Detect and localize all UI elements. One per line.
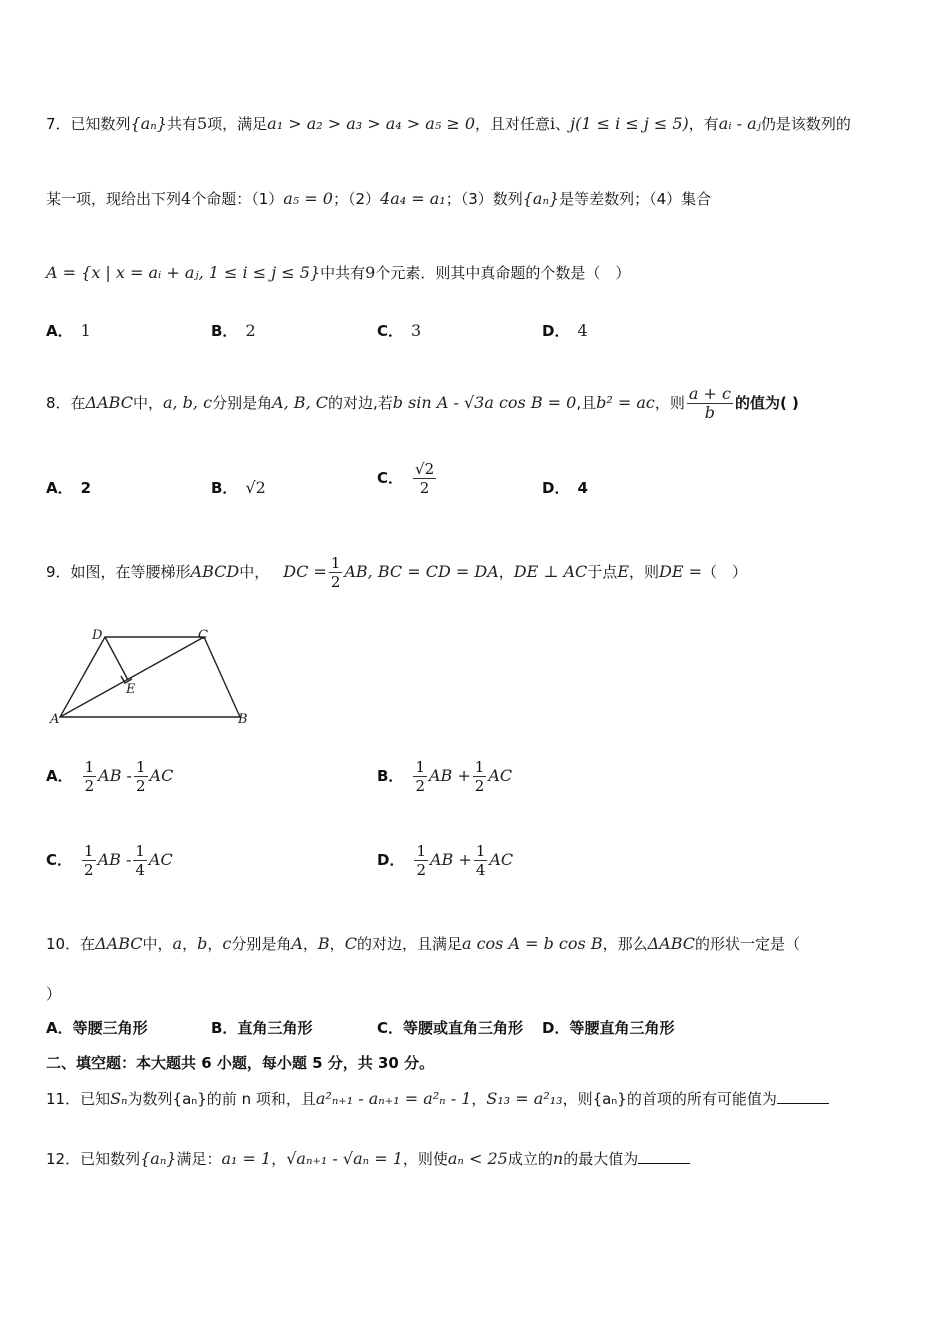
diagonal-ac — [60, 637, 204, 717]
q7-option-d[interactable]: D． 4 — [542, 321, 588, 340]
q10-option-c[interactable]: C．等腰或直角三角形 — [377, 1019, 524, 1037]
q8-option-d[interactable]: D． 4 — [542, 479, 588, 497]
label-e: E — [126, 682, 136, 697]
label-c: C — [198, 628, 208, 643]
label-a: A — [50, 712, 60, 727]
q9-option-c[interactable]: C． $\frac{1}{2}$ AB - $\frac{1}{4}$ AC — [46, 842, 173, 879]
q8-option-c[interactable]: C． $\frac{√2}{2}$ — [377, 460, 435, 497]
q9-stem: 9．如图，在等腰梯形ABCD中， DC = $\frac{1}{2}$ AB, BC = CD = DA，DE ⊥ AC于点E，则DE =（ ） — [46, 554, 748, 591]
q11-stem: 11．已知Sₙ为数列{aₙ}的前 n 项和，且a²ₙ₊₁ - aₙ₊₁ = a²ₙ - 1，S₁₃ = a²₁₃，则{aₙ}的首项的所有可能值为 — [46, 1088, 829, 1110]
q12-answer-blank[interactable] — [638, 1149, 690, 1164]
q7-line2: 某一项，现给出下列4个命题：（1）a₅ = 0；（2）4a₄ = a₁；（3）数列{aₙ}是等差数列；（4）集合 — [46, 189, 712, 208]
q7-line1: 7．已知数列{aₙ}共有5项，满足a₁ > a₂ > a₃ > a₄ > a₅ ≥ 0，且对任意i、j(1 ≤ i ≤ j ≤ 5)，有aᵢ - aⱼ仍是该数列的 — [46, 114, 851, 133]
q7-line3: A = {x | x = aᵢ + aⱼ, 1 ≤ i ≤ j ≤ 5}中共有9个元素．则其中真命题的个数是（ ） — [46, 263, 631, 282]
q8-option-a[interactable]: A． 2 — [46, 479, 92, 497]
q10-stem-close: ） — [46, 985, 62, 1003]
q8-fraction: $\frac{a + c}{b}$ — [688, 384, 731, 422]
q9-option-b[interactable]: B． $\frac{1}{2}$ AB + $\frac{1}{2}$ AC — [377, 758, 513, 795]
q7-option-a[interactable]: A． 1 — [46, 321, 91, 340]
q7-option-c[interactable]: C． 3 — [377, 321, 422, 340]
q8-option-b[interactable]: B． √2 — [211, 478, 266, 497]
q7-option-b[interactable]: B． 2 — [211, 321, 256, 340]
label-b: B — [238, 712, 248, 727]
q8-stem: 8．在ΔABC中，a, b, c分别是角A, B, C的对边,若b sin A - √3a cos B = 0,且b² = ac，则 $\frac{a + c}{b}$ 的值为( ) — [46, 384, 799, 422]
label-d: D — [92, 628, 103, 643]
q10-option-b[interactable]: B．直角三角形 — [211, 1019, 313, 1037]
q12-stem: 12．已知数列{aₙ}满足：a₁ = 1，√aₙ₊₁ - √aₙ = 1，则使aₙ < 25成立的n的最大值为 — [46, 1148, 690, 1170]
trapezoid-outline — [60, 637, 240, 717]
q10-option-a[interactable]: A．等腰三角形 — [46, 1019, 148, 1037]
q10-option-d[interactable]: D．等腰直角三角形 — [542, 1019, 675, 1037]
section-fill-in-title: 二、填空题：本大题共 6 小题，每小题 5 分，共 30 分。 — [46, 1054, 435, 1072]
q9-option-a[interactable]: A． $\frac{1}{2}$ AB - $\frac{1}{2}$ AC — [46, 758, 174, 795]
trapezoid-figure — [48, 625, 258, 730]
q9-option-d[interactable]: D． $\frac{1}{2}$ AB + $\frac{1}{4}$ AC — [377, 842, 514, 879]
q11-answer-blank[interactable] — [777, 1089, 829, 1104]
q10-stem: 10．在ΔABC中，a，b，c分别是角A，B，C的对边，且满足a cos A = b cos B，那么ΔABC的形状一定是（ — [46, 934, 801, 953]
segment-de — [105, 637, 128, 680]
